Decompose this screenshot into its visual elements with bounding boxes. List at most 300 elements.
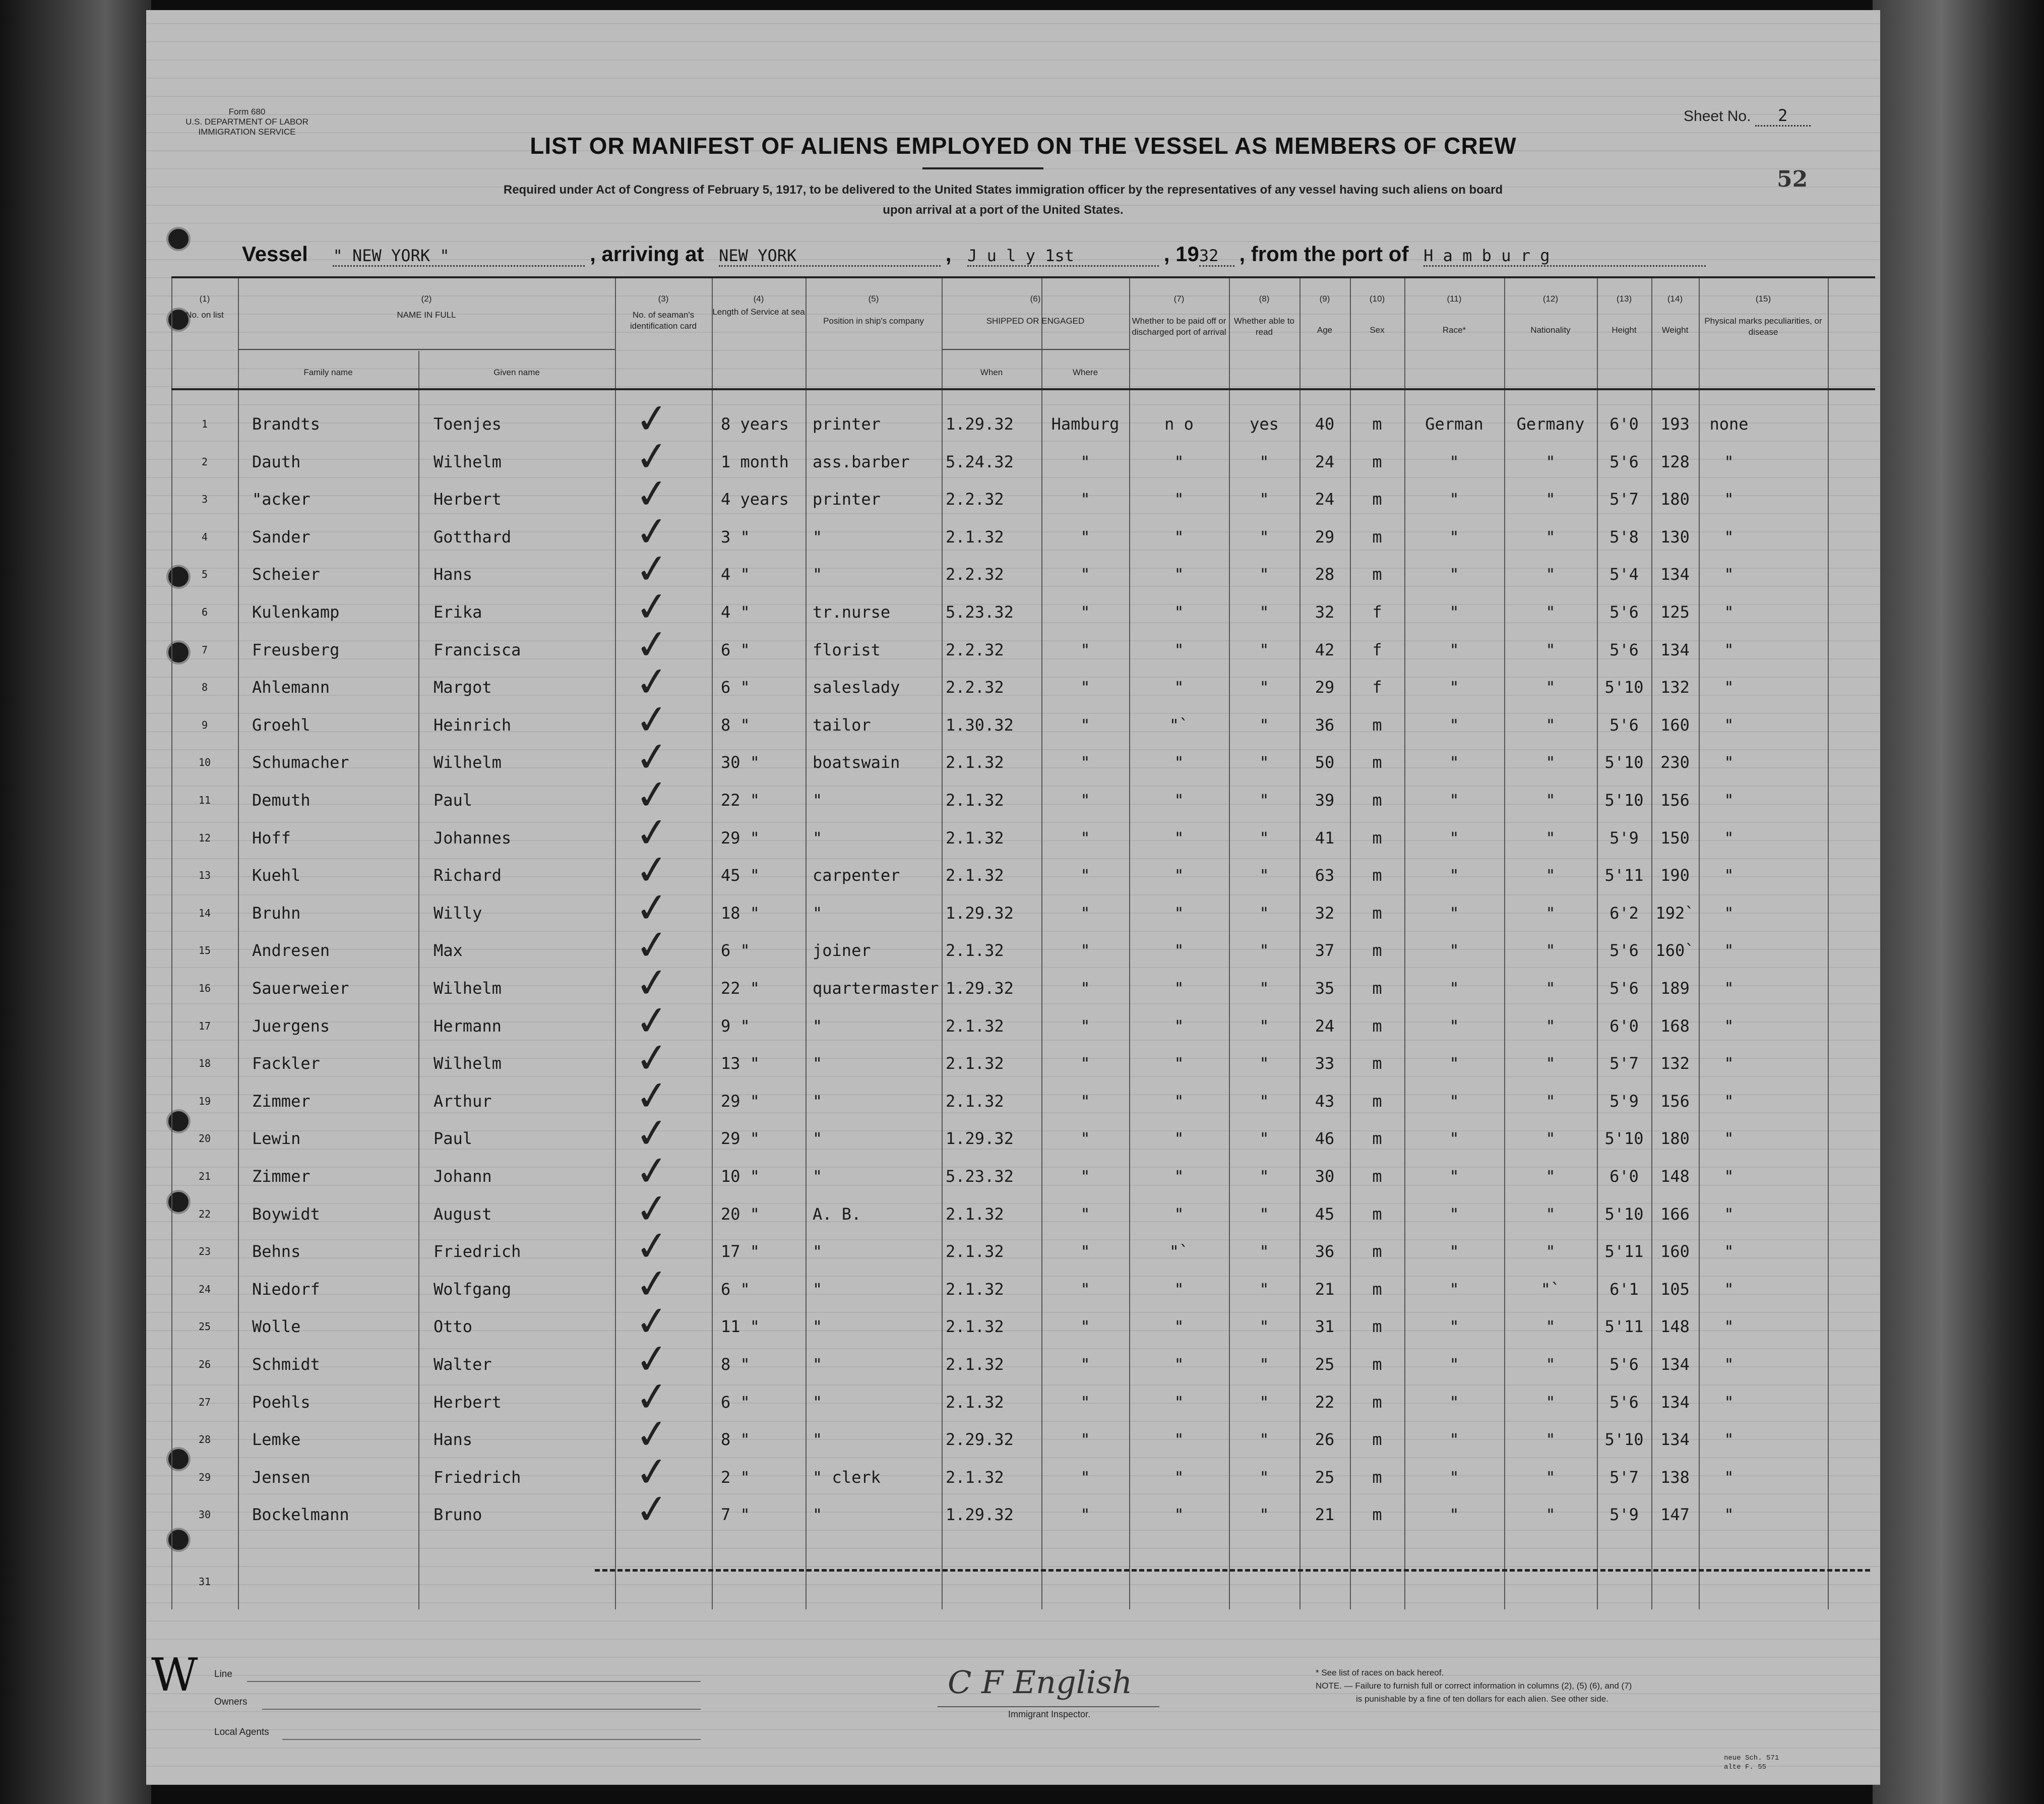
- cell-marks: ": [1724, 791, 1734, 810]
- table-row: [171, 882, 1875, 933]
- col-15-number: (15): [1755, 294, 1771, 304]
- cell-read: ": [1259, 1129, 1269, 1149]
- cell-weight: 134: [1660, 1392, 1690, 1412]
- cell-marks: ": [1724, 1392, 1734, 1412]
- cell-family: Groehl: [252, 715, 311, 735]
- col-5-header: Position in ship's company: [823, 316, 924, 326]
- cell-when: 2.1.32: [946, 1355, 1004, 1374]
- cell-sex: m: [1372, 753, 1382, 772]
- cell-family: Schmidt: [252, 1355, 320, 1374]
- cell-race: ": [1449, 678, 1459, 697]
- cell-height: 5'9: [1609, 1505, 1639, 1525]
- cell-read: ": [1259, 603, 1269, 622]
- cell-paid: ": [1174, 1505, 1184, 1525]
- cell-marks: ": [1724, 678, 1734, 697]
- cell-when: 2.2.32: [946, 490, 1004, 509]
- cell-nat: ": [1545, 828, 1556, 848]
- cell-sex: m: [1372, 490, 1382, 509]
- cell-paid: ": [1174, 1392, 1184, 1412]
- cell-paid: ": [1174, 452, 1184, 471]
- cell-race: ": [1449, 903, 1459, 923]
- cell-age: 42: [1315, 640, 1335, 659]
- cell-height: 5'6: [1609, 1392, 1639, 1412]
- cell-given: Hermann: [433, 1016, 502, 1036]
- cell-weight: 193: [1660, 414, 1690, 434]
- cell-family: Schumacher: [252, 753, 349, 772]
- col-11-header: Race*: [1442, 325, 1466, 335]
- cell-marks: ": [1724, 1129, 1734, 1149]
- end-of-list-line: [595, 1569, 1870, 1572]
- cell-family: Brandts: [252, 414, 320, 434]
- col-10-number: (10): [1369, 294, 1385, 304]
- cell-weight: 125: [1660, 603, 1690, 622]
- cell-position: ": [813, 1242, 823, 1261]
- col-3-number: (3): [658, 294, 669, 304]
- cell-read: ": [1259, 1016, 1269, 1036]
- table-row: [171, 1070, 1875, 1121]
- cell-family: Ahlemann: [252, 678, 330, 697]
- cell-marks: ": [1724, 1204, 1734, 1224]
- cell-given: Max: [433, 941, 463, 960]
- cell-where: ": [1080, 1016, 1090, 1036]
- cell-nat: ": [1545, 791, 1556, 810]
- cell-height: 5'10: [1604, 1430, 1644, 1450]
- cell-family: Lemke: [252, 1430, 301, 1450]
- cell-height: 5'10: [1604, 678, 1644, 697]
- cell-weight: 180: [1660, 490, 1690, 509]
- cell-when: 1.29.32: [946, 1129, 1014, 1149]
- binder-left-edge: [0, 0, 151, 1804]
- cell-position: " clerk: [813, 1467, 881, 1487]
- cell-age: 45: [1315, 1204, 1335, 1224]
- checkmark-icon: ✓: [633, 619, 671, 670]
- cell-sex: m: [1372, 715, 1382, 735]
- cell-nat: ": [1545, 866, 1556, 885]
- cell-service: 8 ": [721, 1430, 750, 1450]
- cell-weight: 180: [1660, 1129, 1690, 1149]
- cell-race: ": [1449, 828, 1459, 848]
- cell-height: 5'6: [1609, 715, 1639, 735]
- cell-race: ": [1449, 452, 1459, 471]
- cell-height: 5'10: [1604, 1129, 1644, 1149]
- cell-race: ": [1449, 979, 1459, 998]
- cell-when: 2.1.32: [946, 1242, 1004, 1261]
- checkmark-icon: ✓: [633, 393, 671, 444]
- form-number: Form 680: [228, 107, 266, 116]
- col-13-header: Height: [1612, 325, 1637, 335]
- cell-family: Sander: [252, 527, 311, 547]
- cell-no: 16: [198, 982, 211, 994]
- cell-where: ": [1080, 1392, 1090, 1412]
- cell-weight: 134: [1660, 565, 1690, 584]
- cell-family: Demuth: [252, 791, 311, 810]
- cell-service: 29 ": [721, 1091, 760, 1111]
- checkmark-icon: ✓: [633, 732, 671, 783]
- table-row: [171, 1108, 1875, 1159]
- cell-where: ": [1080, 866, 1090, 885]
- cell-nat: ": [1545, 1467, 1556, 1487]
- cell-sex: m: [1372, 1054, 1382, 1073]
- cell-when: 2.1.32: [946, 791, 1004, 810]
- cell-position: ": [813, 1167, 823, 1186]
- cell-position: quartermaster: [813, 979, 939, 998]
- cell-age: 21: [1315, 1505, 1335, 1525]
- cell-marks: ": [1724, 1467, 1734, 1487]
- cell-race: ": [1449, 1054, 1459, 1073]
- arrival-port: NEW YORK: [719, 246, 941, 267]
- cell-paid: ": [1174, 1054, 1184, 1073]
- cell-paid: ": [1174, 866, 1184, 885]
- cell-given: Wolfgang: [433, 1279, 512, 1299]
- cell-family: "acker: [252, 490, 311, 509]
- cell-sex: m: [1372, 1279, 1382, 1299]
- cell-family: Bruhn: [252, 903, 301, 923]
- cell-no: 7: [201, 643, 208, 656]
- cell-position: ": [813, 527, 823, 547]
- table-row: [171, 769, 1875, 820]
- cell-where: ": [1080, 603, 1090, 622]
- cell-family: Hoff: [252, 828, 291, 848]
- cell-service: 18 ": [721, 903, 760, 923]
- cell-given: Herbert: [433, 1392, 502, 1412]
- schedule-reference: [1724, 1754, 1779, 1772]
- cell-given: Wilhelm: [433, 1054, 502, 1073]
- cell-weight: 168: [1660, 1016, 1690, 1036]
- cell-read: ": [1259, 1505, 1269, 1525]
- service-name: IMMIGRATION SERVICE: [198, 127, 296, 137]
- cell-when: 2.2.32: [946, 565, 1004, 584]
- cell-when: 2.1.32: [946, 1279, 1004, 1299]
- cell-read: ": [1259, 1204, 1269, 1224]
- cell-no: 30: [198, 1509, 211, 1521]
- cell-position: ": [813, 565, 823, 584]
- col-7-header: Whether to be paid off or discharged port of arrival: [1132, 316, 1226, 337]
- cell-marks: ": [1724, 1505, 1734, 1525]
- checkmark-icon: ✓: [633, 1108, 671, 1159]
- cell-no: 17: [198, 1019, 211, 1032]
- cell-position: printer: [813, 414, 881, 434]
- cell-when: 5.23.32: [946, 1167, 1014, 1186]
- cell-height: 5'9: [1609, 1091, 1639, 1111]
- cell-family: Lewin: [252, 1129, 301, 1149]
- cell-race: ": [1449, 941, 1459, 960]
- cell-position: ": [813, 1317, 823, 1337]
- cell-height: 5'6: [1609, 1355, 1639, 1374]
- cell-no: 19: [198, 1095, 211, 1107]
- cell-service: 9 ": [721, 1016, 750, 1036]
- cell-family: Zimmer: [252, 1091, 311, 1111]
- cell-marks: ": [1724, 1242, 1734, 1261]
- cell-when: 2.1.32: [946, 753, 1004, 772]
- department-name: U.S. DEPARTMENT OF LABOR: [185, 117, 308, 127]
- cell-nat: ": [1545, 979, 1556, 998]
- document-title: LIST OR MANIFEST OF ALIENS EMPLOYED ON THE VESSEL AS MEMBERS OF CREW: [530, 133, 1517, 159]
- cell-age: 37: [1315, 941, 1335, 960]
- cell-no: 2: [201, 455, 208, 468]
- cell-age: 24: [1315, 490, 1335, 509]
- cell-weight: 138: [1660, 1467, 1690, 1487]
- cell-service: 1 month: [721, 452, 789, 471]
- cell-marks: ": [1724, 1054, 1734, 1073]
- cell-marks: ": [1724, 866, 1734, 885]
- cell-marks: ": [1724, 527, 1734, 547]
- subtitle-line-1: Required under Act of Congress of February 5, 1917, to be delivered to the United States immigration officer by the representatives of any vessel having such aliens on board: [503, 183, 1503, 197]
- cell-paid: ": [1174, 1167, 1184, 1186]
- cell-service: 4 ": [721, 565, 750, 584]
- cell-sex: m: [1372, 527, 1382, 547]
- cell-given: Herbert: [433, 490, 502, 509]
- cell-no: 13: [198, 869, 211, 882]
- cell-no: 28: [198, 1433, 211, 1446]
- cell-paid: ": [1174, 565, 1184, 584]
- cell-age: 33: [1315, 1054, 1335, 1073]
- cell-where: ": [1080, 1355, 1090, 1374]
- col-6-header: SHIPPED OR ENGAGED: [986, 316, 1085, 326]
- cell-when: 5.23.32: [946, 603, 1014, 622]
- cell-service: 8 ": [721, 715, 750, 735]
- cell-where: ": [1080, 565, 1090, 584]
- cell-given: Friedrich: [433, 1242, 521, 1261]
- cell-paid: ": [1174, 1467, 1184, 1487]
- cell-nat: ": [1545, 1392, 1556, 1412]
- cell-read: ": [1259, 678, 1269, 697]
- cell-read: ": [1259, 1392, 1269, 1412]
- cell-read: ": [1259, 941, 1269, 960]
- checkmark-icon: ✓: [633, 431, 671, 482]
- cell-race: ": [1449, 1317, 1459, 1337]
- checkmark-icon: ✓: [633, 468, 671, 519]
- cell-position: ": [813, 791, 823, 810]
- cell-nat: ": [1545, 678, 1556, 697]
- cell-weight: 160: [1660, 1242, 1690, 1261]
- cell-sex: m: [1372, 1129, 1382, 1149]
- cell-where: ": [1080, 1505, 1090, 1525]
- cell-height: 5'6: [1609, 979, 1639, 998]
- cell-paid: n o: [1164, 414, 1194, 434]
- cell-sex: m: [1372, 1430, 1382, 1450]
- checkmark-icon: ✓: [633, 506, 671, 557]
- cell-service: 3 ": [721, 527, 750, 547]
- cell-given: Erika: [433, 603, 482, 622]
- cell-marks: ": [1724, 1091, 1734, 1111]
- cell-nat: ": [1545, 1242, 1556, 1261]
- cell-when: 2.1.32: [946, 1016, 1004, 1036]
- table-row: [171, 431, 1875, 482]
- table-row: [171, 1409, 1875, 1460]
- table-row: [171, 1221, 1875, 1272]
- cell-read: ": [1259, 715, 1269, 735]
- cell-paid: "`: [1169, 715, 1189, 735]
- cell-where: ": [1080, 1242, 1090, 1261]
- cell-family: Andresen: [252, 941, 330, 960]
- table-row: [171, 506, 1875, 557]
- cell-nat: ": [1545, 565, 1556, 584]
- page-number: 52: [1777, 166, 1808, 192]
- cell-race: ": [1449, 1467, 1459, 1487]
- cell-read: ": [1259, 1167, 1269, 1186]
- cell-paid: ": [1174, 1317, 1184, 1337]
- col-2-number: (2): [421, 294, 432, 304]
- cell-where: ": [1080, 828, 1090, 848]
- col-9-number: (9): [1319, 294, 1330, 304]
- col-10-header: Sex: [1370, 325, 1385, 335]
- cell-marks: ": [1724, 490, 1734, 509]
- cell-where: ": [1080, 753, 1090, 772]
- cell-race: ": [1449, 1091, 1459, 1111]
- table-row: [171, 1371, 1875, 1422]
- binder-right-edge: [1873, 0, 2044, 1804]
- cell-weight: 134: [1660, 640, 1690, 659]
- cell-where: ": [1080, 1054, 1090, 1073]
- cell-weight: 190: [1660, 866, 1690, 885]
- table-row: [171, 1334, 1875, 1385]
- cell-nat: ": [1545, 1204, 1556, 1224]
- cell-nat: ": [1545, 1016, 1556, 1036]
- cell-marks: ": [1724, 565, 1734, 584]
- cell-age: 63: [1315, 866, 1335, 885]
- cell-given: Walter: [433, 1355, 492, 1374]
- cell-read: ": [1259, 791, 1269, 810]
- cell-service: 4 years: [721, 490, 789, 509]
- cell-family: Niedorf: [252, 1279, 320, 1299]
- cell-paid: ": [1174, 1355, 1184, 1374]
- cell-race: German: [1425, 414, 1483, 434]
- cell-no: 22: [198, 1208, 211, 1220]
- checkmark-icon: ✓: [633, 1296, 671, 1347]
- cell-where: ": [1080, 678, 1090, 697]
- cell-marks: ": [1724, 1167, 1734, 1186]
- cell-marks: ": [1724, 903, 1734, 923]
- cell-when: 2.29.32: [946, 1430, 1014, 1450]
- cell-weight: 148: [1660, 1167, 1690, 1186]
- cell-sex: m: [1372, 565, 1382, 584]
- cell-nat: ": [1545, 1430, 1556, 1450]
- cell-height: 5'10: [1604, 753, 1644, 772]
- cell-age: 50: [1315, 753, 1335, 772]
- cell-height: 5'6: [1609, 452, 1639, 471]
- col-14-header: Weight: [1661, 325, 1689, 335]
- cell-service: 29 ": [721, 828, 760, 848]
- cell-position: ": [813, 1355, 823, 1374]
- cell-sex: m: [1372, 1016, 1382, 1036]
- line-mark: W: [151, 1649, 198, 1702]
- line-label: Line: [214, 1669, 232, 1679]
- table-row: [171, 1258, 1875, 1309]
- arrival-date: J u l y 1st: [967, 246, 1159, 267]
- punch-hole: [166, 227, 191, 251]
- col-1-number: (1): [199, 294, 210, 304]
- cell-no: 29: [198, 1471, 211, 1483]
- cell-position: ": [813, 1016, 823, 1036]
- cell-nat: ": [1545, 1317, 1556, 1337]
- note-line-1: NOTE. — Failure to furnish full or correct information in columns (2), (5) (6), and (7): [1316, 1681, 1632, 1691]
- cell-no: 3: [201, 493, 208, 506]
- sheet-label: Sheet No.: [1684, 108, 1751, 125]
- vessel-line: Vessel " NEW YORK " , arriving at NEW YORK , J u l y 1st , 1932 , from the port of H a m b u r g: [242, 242, 1704, 272]
- cell-sex: m: [1372, 1317, 1382, 1337]
- cell-age: 29: [1315, 527, 1335, 547]
- cell-read: ": [1259, 753, 1269, 772]
- cell-weight: 105: [1660, 1279, 1690, 1299]
- cell-height: 5'7: [1609, 490, 1639, 509]
- cell-weight: 132: [1660, 1054, 1690, 1073]
- cell-paid: ": [1174, 640, 1184, 659]
- cell-no: 25: [198, 1320, 211, 1333]
- cell-sex: f: [1372, 640, 1382, 659]
- cell-race: ": [1449, 603, 1459, 622]
- cell-height: 5'8: [1609, 527, 1639, 547]
- cell-race: ": [1449, 1016, 1459, 1036]
- table-row: [171, 694, 1875, 745]
- vessel-label: Vessel: [242, 242, 308, 266]
- cell-where: ": [1080, 452, 1090, 471]
- cell-no: 24: [198, 1283, 211, 1295]
- checkmark-icon: ✓: [633, 1033, 671, 1084]
- cell-nat: ": [1545, 1129, 1556, 1149]
- cell-marks: ": [1724, 1317, 1734, 1337]
- cell-weight: 230: [1660, 753, 1690, 772]
- cell-no: 21: [198, 1170, 211, 1182]
- cell-weight: 128: [1660, 452, 1690, 471]
- table-row: [171, 807, 1875, 858]
- cell-when: 2.1.32: [946, 1392, 1004, 1412]
- cell-nat: ": [1545, 715, 1556, 735]
- cell-age: 21: [1315, 1279, 1335, 1299]
- subtitle-line-2: upon arrival at a port of the United States.: [883, 203, 1124, 217]
- cell-sex: m: [1372, 903, 1382, 923]
- cell-nat: ": [1545, 640, 1556, 659]
- cell-position: ": [813, 1505, 823, 1525]
- cell-age: 29: [1315, 678, 1335, 697]
- cell-when: 1.30.32: [946, 715, 1014, 735]
- cell-race: ": [1449, 1167, 1459, 1186]
- cell-marks: ": [1724, 1355, 1734, 1374]
- cell-given: Otto: [433, 1317, 473, 1337]
- cell-family: Fackler: [252, 1054, 320, 1073]
- cell-service: 13 ": [721, 1054, 760, 1073]
- cell-height: 5'11: [1604, 1317, 1644, 1337]
- row-31-number: 31: [198, 1576, 211, 1588]
- cell-given: Toenjes: [433, 414, 502, 434]
- cell-sex: m: [1372, 1505, 1382, 1525]
- cell-age: 46: [1315, 1129, 1335, 1149]
- cell-age: 43: [1315, 1091, 1335, 1111]
- cell-age: 28: [1315, 565, 1335, 584]
- col-9-header: Age: [1317, 325, 1333, 335]
- cell-when: 1.29.32: [946, 1505, 1014, 1525]
- cell-no: 20: [198, 1132, 211, 1145]
- checkmark-icon: ✓: [633, 656, 671, 707]
- cell-position: carpenter: [813, 866, 900, 885]
- schedule-old: alte F. 55: [1724, 1763, 1767, 1771]
- cell-position: boatswain: [813, 753, 900, 772]
- col-14-number: (14): [1667, 294, 1683, 304]
- local-agents-label: Local Agents: [214, 1727, 269, 1737]
- cell-read: ": [1259, 828, 1269, 848]
- cell-age: 24: [1315, 1016, 1335, 1036]
- cell-position: printer: [813, 490, 881, 509]
- cell-age: 30: [1315, 1167, 1335, 1186]
- document-subtitle: [333, 180, 1674, 220]
- cell-no: 9: [201, 718, 208, 731]
- cell-family: Zimmer: [252, 1167, 311, 1186]
- cell-marks: ": [1724, 941, 1734, 960]
- cell-age: 36: [1315, 1242, 1335, 1261]
- cell-family: Bockelmann: [252, 1505, 349, 1525]
- checkmark-icon: ✓: [633, 845, 671, 895]
- cell-given: Margot: [433, 678, 492, 697]
- cell-where: ": [1080, 1129, 1090, 1149]
